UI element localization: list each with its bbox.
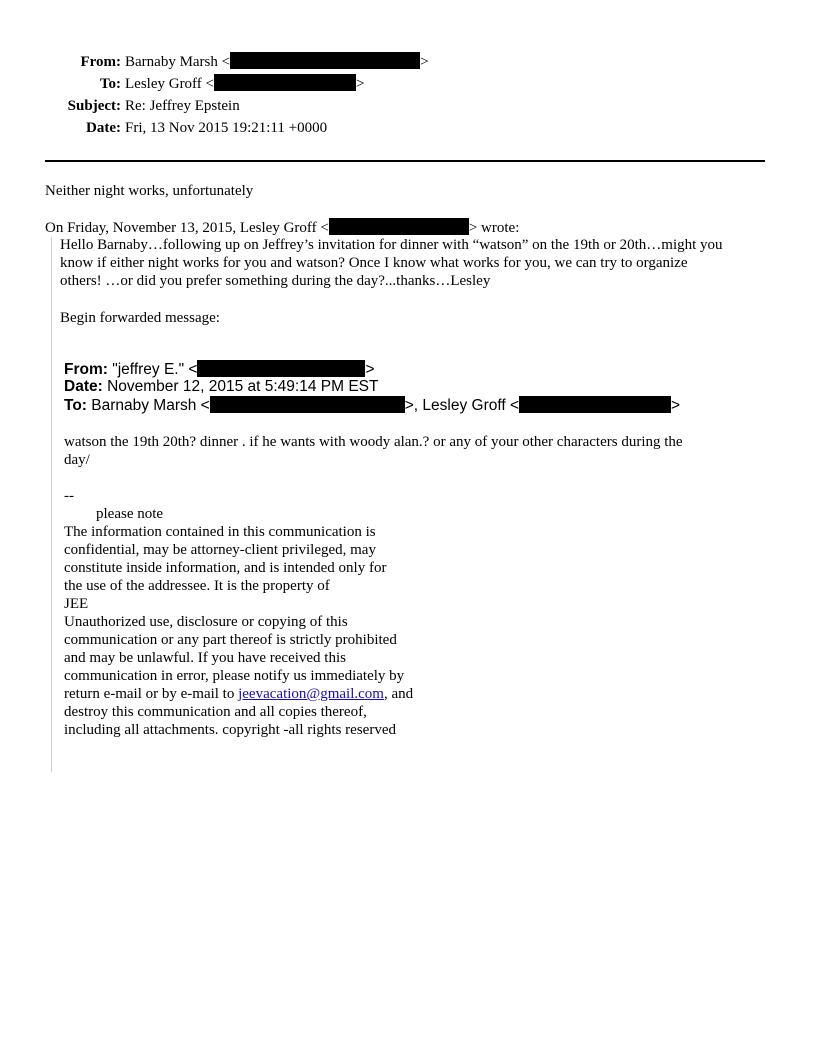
redaction (329, 218, 469, 235)
quote-line: others! …or did you prefer something during the day?...thanks…Lesley (60, 273, 491, 289)
reply-text: Neither night works, unfortunately (45, 183, 254, 199)
redaction (230, 52, 420, 69)
signature-dash: -- (64, 488, 74, 504)
disclaimer-line: including all attachments. copyright -all rights reserved (64, 722, 396, 738)
header-date: Date: Fri, 13 Nov 2015 19:21:11 +0000 (86, 120, 328, 136)
disclaimer-line: constitute inside information, and is intended only for (64, 560, 387, 576)
email-link[interactable]: jeevacation@gmail.com (238, 686, 384, 702)
header-subject: Subject: Re: Jeffrey Epstein (67, 98, 240, 114)
forward-intro: Begin forwarded message: (60, 310, 220, 326)
fwd-to: To: Barnaby Marsh < >, Lesley Groff < > (64, 397, 681, 414)
disclaimer-line: The information contained in this communication is (64, 524, 376, 540)
quote-line: know if either night works for you and watson? Once I know what works for you, we can try to organize (60, 255, 688, 271)
disclaimer-line: communication in error, please notify us immediately by (64, 668, 405, 684)
disclaimer-line: and may be unlawful. If you have received this (64, 650, 346, 666)
redaction (214, 74, 356, 91)
quote-bar (51, 237, 52, 772)
divider (45, 160, 765, 162)
disclaimer-line: return e-mail or by e-mail to jeevacation@gmail.com, and (64, 686, 414, 702)
quote-line: Hello Barnaby…following up on Jeffrey’s invitation for dinner with “watson” on the 19th or 20th…might you (60, 237, 723, 253)
disclaimer-line: the use of the addressee. It is the property of (64, 578, 330, 594)
signature-note: please note (96, 506, 164, 522)
body-line: watson the 19th 20th? dinner . if he wants with woody alan.? or any of your other characters during the (64, 434, 683, 450)
attribution: On Friday, November 13, 2015, Lesley Groff < > wrote: (45, 220, 520, 236)
disclaimer-line: JEE (64, 596, 89, 612)
redaction (210, 396, 405, 413)
disclaimer-line: confidential, may be attorney-client privileged, may (64, 542, 376, 558)
header-to: To: Lesley Groff < > (99, 76, 365, 92)
disclaimer-line: destroy this communication and all copies thereof, (64, 704, 367, 720)
header-from: From: Barnaby Marsh < > (80, 54, 429, 70)
disclaimer-line: communication or any part thereof is strictly prohibited (64, 632, 397, 648)
fwd-from: From: "jeffrey E." < > (64, 361, 375, 378)
body-line: day/ (64, 452, 90, 468)
redaction (197, 360, 365, 377)
fwd-date: Date: November 12, 2015 at 5:49:14 PM EST (64, 378, 379, 395)
disclaimer-line: Unauthorized use, disclosure or copying of this (64, 614, 348, 630)
redaction (519, 396, 671, 413)
